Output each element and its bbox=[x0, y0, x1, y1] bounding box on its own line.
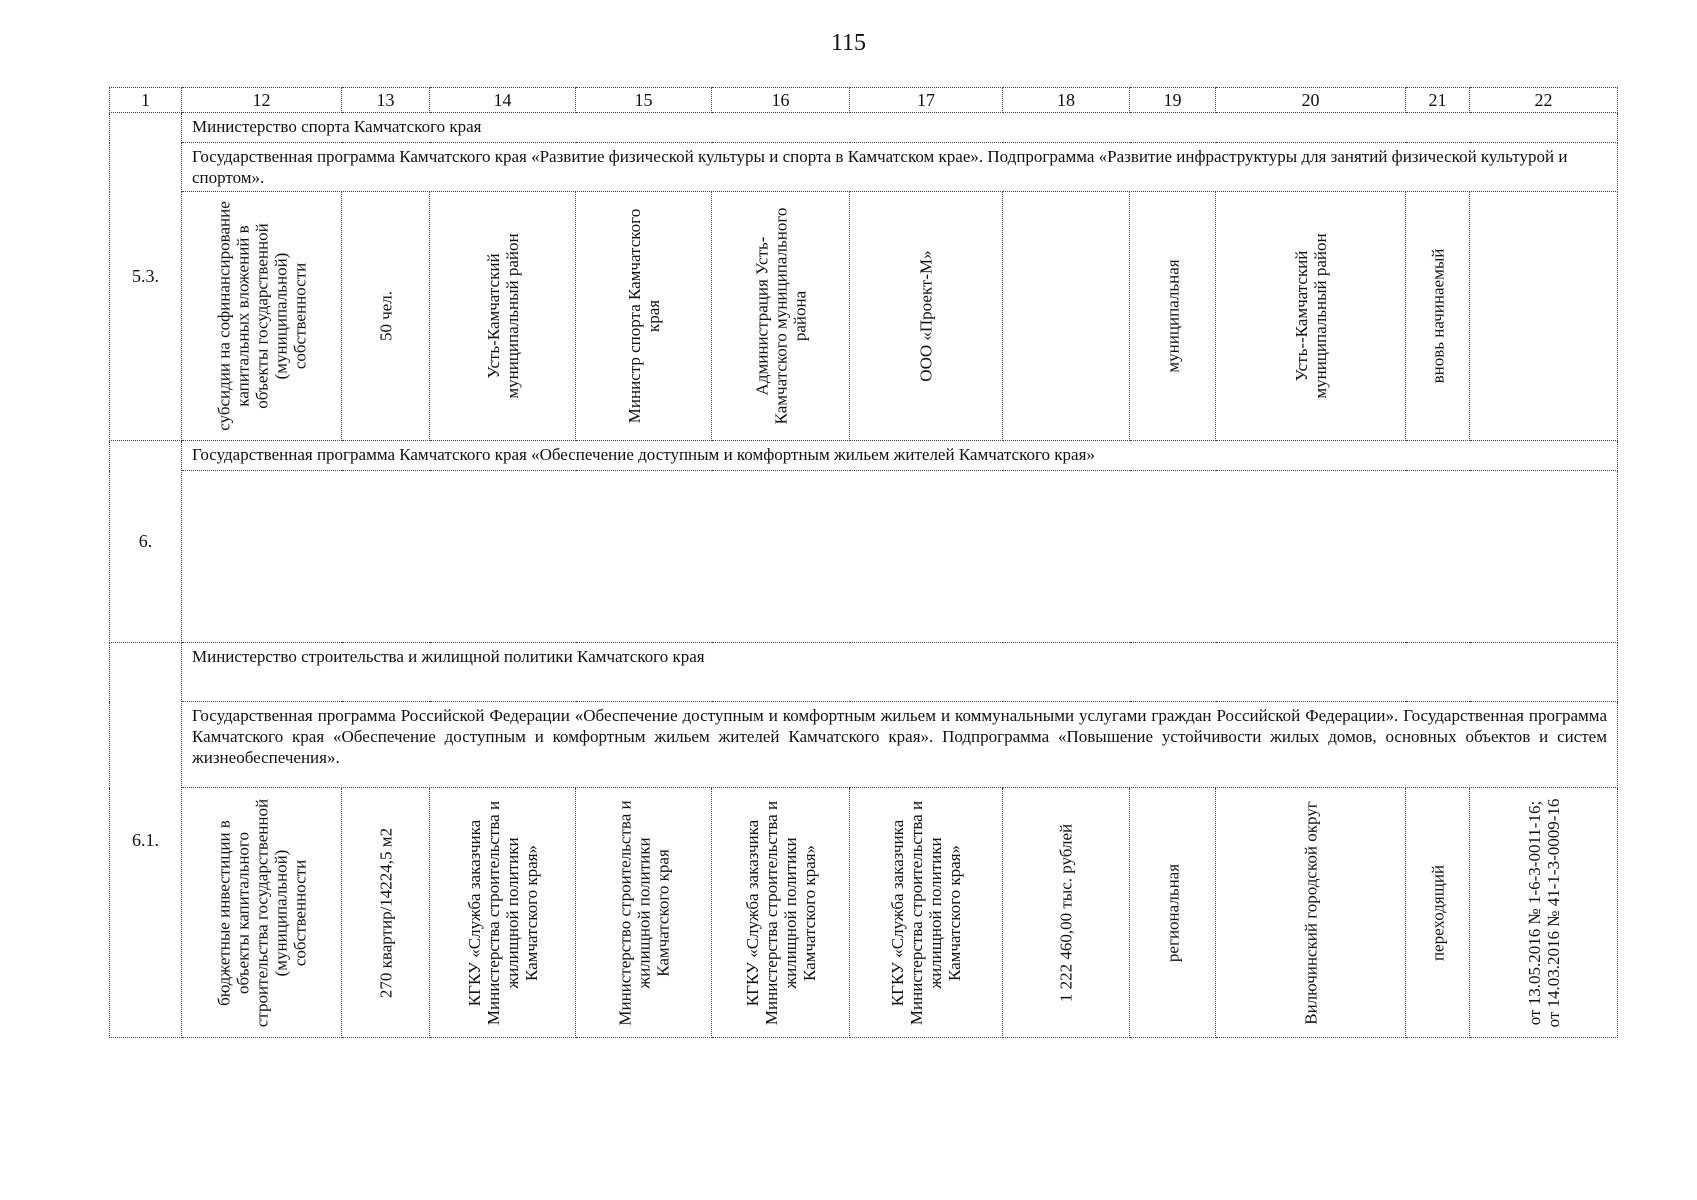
table-cell: КГКУ «Служба заказчика Министерства строительства и жилищной политики Камчатского края» bbox=[850, 788, 1003, 1038]
column-header-row bbox=[110, 88, 1618, 113]
table-cell: бюджетные инвестиции в объекты капитального строительства государственной (муниципальной) собственности bbox=[182, 788, 342, 1038]
ministry-label: Министерство спорта Камчатского края bbox=[182, 113, 1618, 143]
row-number: 5.3. bbox=[110, 113, 182, 441]
table-cell: Вилючинский городской округ bbox=[1216, 788, 1406, 1038]
column-header: 17 bbox=[850, 88, 1003, 113]
table-cell: переходящий bbox=[1406, 788, 1470, 1038]
table-cell: Администрация Усть-Камчатского муниципального района bbox=[712, 192, 850, 441]
column-header: 22 bbox=[1470, 88, 1618, 113]
program-label: Государственная программа Российской Федерации «Обеспечение доступным и комфортным жильем и коммунальными услугами граждан Российской Федерации». Государственная программа Камчатского края «Обеспечение доступным и комфортным жильем жителей Камчатского края». Подпрограмма «Повышение устойчивости жилых домов, основных объектов и систем жизнеобеспечения». bbox=[182, 702, 1618, 788]
column-header: 16 bbox=[712, 88, 850, 113]
table-cell bbox=[1470, 192, 1618, 441]
column-header: 19 bbox=[1130, 88, 1216, 113]
table-row bbox=[110, 471, 1618, 643]
table-cell: ООО «Проект-М» bbox=[850, 192, 1003, 441]
table-row bbox=[110, 643, 1618, 702]
column-header: 1 bbox=[110, 88, 182, 113]
table-cell: КГКУ «Служба заказчика Министерства строительства и жилищной политики Камчатского края» bbox=[430, 788, 576, 1038]
column-header: 12 bbox=[182, 88, 342, 113]
table-cell: муниципальная bbox=[1130, 192, 1216, 441]
table-cell: от 13.05.2016 № 1-6-3-0011-16; от 14.03.2016 № 41-1-3-0009-16 bbox=[1470, 788, 1618, 1038]
program-label: Государственная программа Камчатского края «Развитие физической культуры и спорта в Камчатском крае». Подпрограмма «Развитие инфраструктуры для занятий физической культурой и спортом». bbox=[182, 143, 1618, 192]
table-cell: 1 222 460,00 тыс. рублей bbox=[1003, 788, 1130, 1038]
column-header: 15 bbox=[576, 88, 712, 113]
row-number: 6. bbox=[110, 441, 182, 643]
table-cell: региональная bbox=[1130, 788, 1216, 1038]
table-row bbox=[110, 702, 1618, 788]
empty-cell bbox=[182, 471, 1618, 643]
table-row bbox=[110, 192, 1618, 441]
page-number: 115 bbox=[830, 30, 867, 56]
register-table bbox=[109, 87, 1618, 1038]
column-header: 14 bbox=[430, 88, 576, 113]
column-header: 21 bbox=[1406, 88, 1470, 113]
table-cell: Министр спорта Камчатского края bbox=[576, 192, 712, 441]
table-row bbox=[110, 788, 1618, 1038]
column-header: 20 bbox=[1216, 88, 1406, 113]
table-row bbox=[110, 441, 1618, 471]
table-cell: вновь начинаемый bbox=[1406, 192, 1470, 441]
table-cell: Усть-Камчатский муниципальный район bbox=[430, 192, 576, 441]
table-cell: КГКУ «Служба заказчика Министерства строительства и жилищной политики Камчатского края» bbox=[712, 788, 850, 1038]
row-number: 6.1. bbox=[110, 643, 182, 1038]
column-header: 13 bbox=[342, 88, 430, 113]
table-row bbox=[110, 113, 1618, 143]
table-cell: 50 чел. bbox=[342, 192, 430, 441]
table-cell: Усть--Камчатский муниципальный район bbox=[1216, 192, 1406, 441]
table-cell: 270 квартир/14224,5 м2 bbox=[342, 788, 430, 1038]
table-cell: субсидии на софинансирование капитальных вложений в объекты государственной (муниципальной) собственности bbox=[182, 192, 342, 441]
table-cell bbox=[1003, 192, 1130, 441]
ministry-label: Министерство строительства и жилищной политики Камчатского края bbox=[182, 643, 1618, 702]
program-label: Государственная программа Камчатского края «Обеспечение доступным и комфортным жильем жителей Камчатского края» bbox=[182, 441, 1618, 471]
table-row bbox=[110, 143, 1618, 192]
table-cell: Министерство строительства и жилищной политики Камчатского края bbox=[576, 788, 712, 1038]
column-header: 18 bbox=[1003, 88, 1130, 113]
